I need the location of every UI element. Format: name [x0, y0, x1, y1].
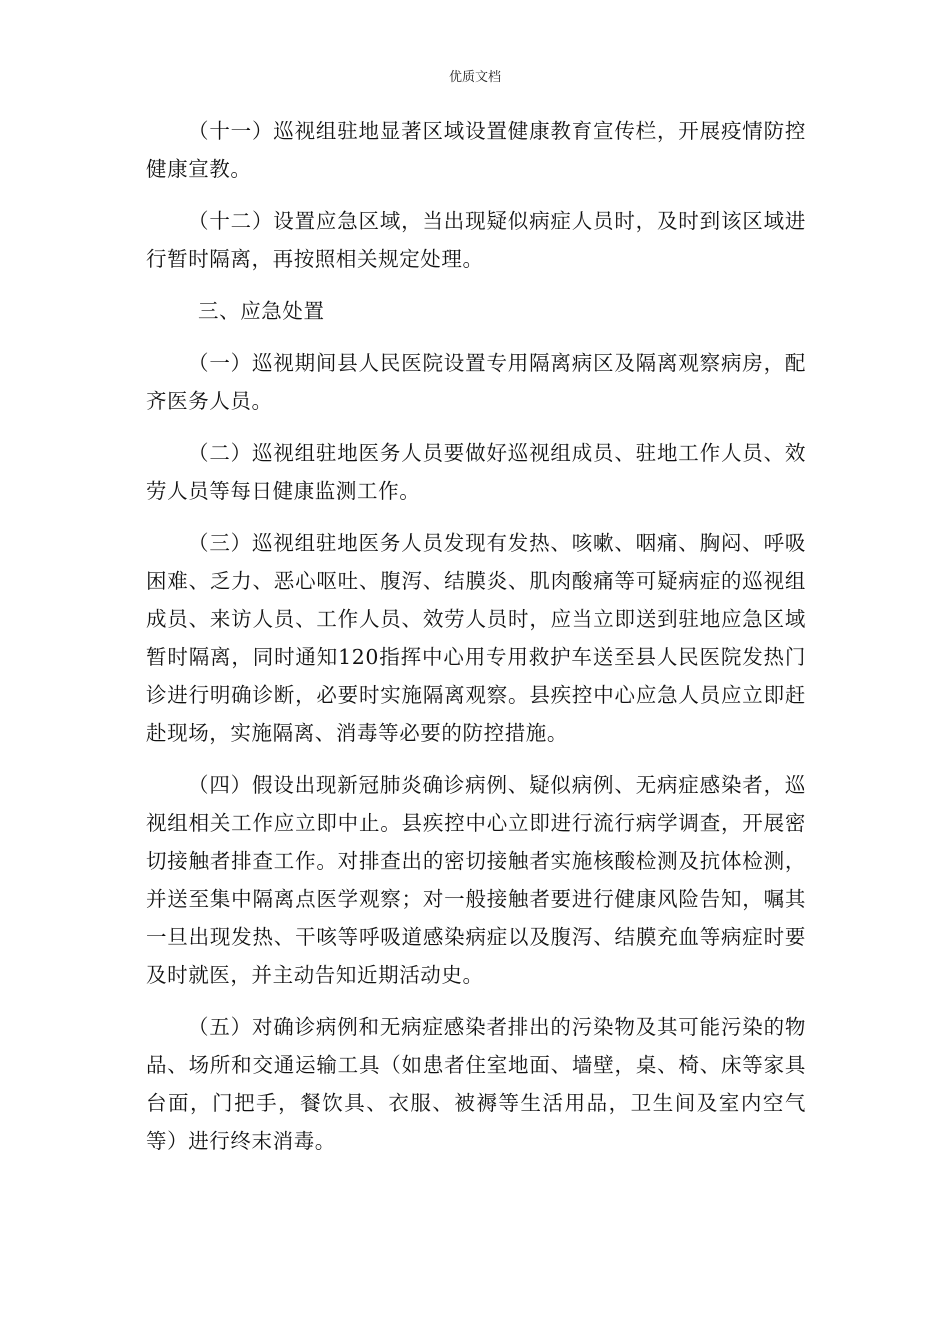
paragraph-emergency-5: （五）对确诊病例和无病症感染者排出的污染物及其可能污染的物品、场所和交通运输工具（如患者住室地面、墙壁，桌、椅、床等家具台面，门把手，餐饮具、衣服、被褥等生活用品，卫生间及室内空气等）进行终末消毒。 [146, 1015, 806, 1153]
paragraph-emergency-2: （二）巡视组驻地医务人员要做好巡视组成员、驻地工作人员、效劳人员等每日健康监测工作。 [146, 441, 806, 503]
paragraph-emergency-1: （一）巡视期间县人民医院设置专用隔离病区及隔离观察病房，配齐医务人员。 [146, 351, 806, 413]
paragraph-11: （十一）巡视组驻地显著区域设置健康教育宣传栏，开展疫情防控健康宣教。 [146, 119, 806, 181]
document-body [146, 112, 806, 1174]
page-header: 优质文档 [448, 70, 501, 85]
paragraph-12: （十二）设置应急区域，当出现疑似病症人员时，及时到该区域进行暂时隔离，再按照相关规定处理。 [146, 209, 806, 271]
paragraph-emergency-3: （三）巡视组驻地医务人员发现有发热、咳嗽、咽痛、胸闷、呼吸困难、乏力、恶心呕吐、腹泻、结膜炎、肌肉酸痛等可疑病症的巡视组成员、来访人员、工作人员、效劳人员时，应当立即送到驻地应急区域暂时隔离，同时通知120指挥中心用专用救护车送至县人民医院发热门诊进行明确诊断，必要时实施隔离观察。县疾控中心应急人员应立即赶赴现场，实施隔离、消毒等必要的防控措施。 [146, 531, 806, 745]
section-heading-emergency: 三、应急处置 [198, 299, 325, 323]
paragraph-emergency-4: （四）假设出现新冠肺炎确诊病例、疑似病例、无病症感染者，巡视组相关工作应立即中止。县疾控中心立即进行流行病学调查，开展密切接触者排查工作。对排查出的密切接触者实施核酸检测及抗体检测，并送至集中隔离点医学观察；对一般接触者要进行健康风险告知，嘱其一旦出现发热、干咳等呼吸道感染病症以及腹泻、结膜充血等病症时要及时就医，并主动告知近期活动史。 [146, 773, 806, 987]
